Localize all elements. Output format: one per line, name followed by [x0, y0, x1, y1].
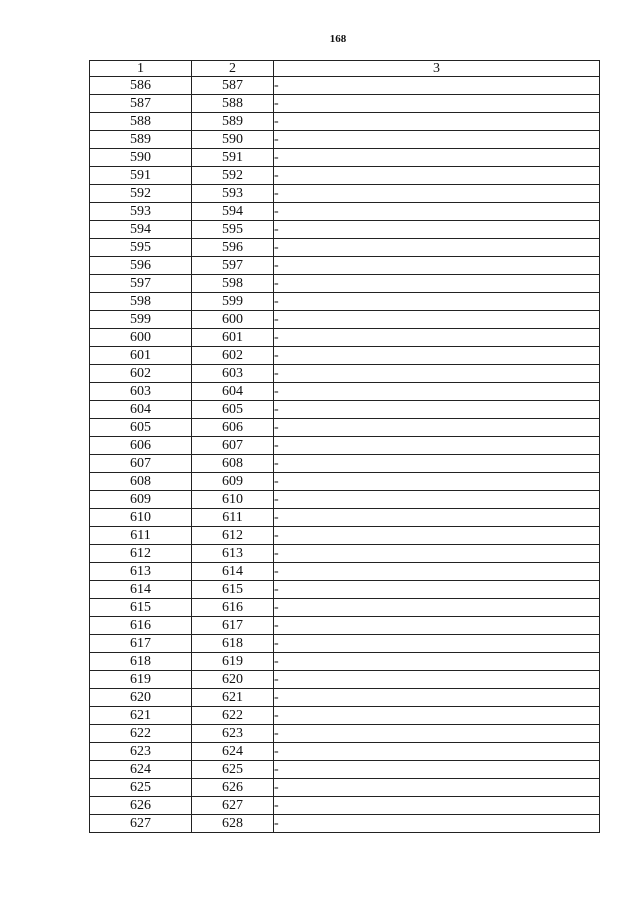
- table-row: [90, 383, 600, 401]
- cell-col-3: -: [274, 707, 600, 725]
- table-row: [90, 131, 600, 149]
- table-row: [90, 203, 600, 221]
- table-row: [90, 581, 600, 599]
- cell-col-3: -: [274, 419, 600, 437]
- table-body: [90, 77, 600, 833]
- table-row: [90, 365, 600, 383]
- table-row: [90, 689, 600, 707]
- table-row: [90, 797, 600, 815]
- cell-col-1: 607: [90, 455, 192, 473]
- table-row: [90, 815, 600, 833]
- cell-col-3: -: [274, 815, 600, 833]
- table-row: [90, 311, 600, 329]
- table-row: [90, 545, 600, 563]
- table-row: [90, 635, 600, 653]
- cell-col-2: 595: [192, 221, 274, 239]
- cell-col-2: 594: [192, 203, 274, 221]
- cell-col-1: 595: [90, 239, 192, 257]
- cell-col-2: 598: [192, 275, 274, 293]
- table-row: [90, 257, 600, 275]
- column-header-2: 2: [192, 61, 274, 77]
- cell-col-3: -: [274, 527, 600, 545]
- cell-col-3: -: [274, 347, 600, 365]
- table-row: [90, 329, 600, 347]
- cell-col-2: 596: [192, 239, 274, 257]
- cell-col-3: -: [274, 743, 600, 761]
- cell-col-1: 591: [90, 167, 192, 185]
- table-row: [90, 599, 600, 617]
- cell-col-2: 599: [192, 293, 274, 311]
- cell-col-2: 613: [192, 545, 274, 563]
- cell-col-1: 590: [90, 149, 192, 167]
- cell-col-3: -: [274, 635, 600, 653]
- table-row: [90, 113, 600, 131]
- cell-col-1: 617: [90, 635, 192, 653]
- cell-col-3: -: [274, 617, 600, 635]
- table-row: [90, 149, 600, 167]
- cell-col-2: 618: [192, 635, 274, 653]
- cell-col-2: 620: [192, 671, 274, 689]
- page-number: 168: [329, 33, 347, 45]
- table-row: [90, 527, 600, 545]
- cell-col-2: 600: [192, 311, 274, 329]
- cell-col-3: -: [274, 455, 600, 473]
- cell-col-1: 610: [90, 509, 192, 527]
- cell-col-2: 590: [192, 131, 274, 149]
- cell-col-1: 601: [90, 347, 192, 365]
- cell-col-3: -: [274, 131, 600, 149]
- cell-col-1: 622: [90, 725, 192, 743]
- cell-col-3: -: [274, 329, 600, 347]
- cell-col-1: 592: [90, 185, 192, 203]
- cell-col-3: -: [274, 239, 600, 257]
- table-row: [90, 239, 600, 257]
- cell-col-3: -: [274, 779, 600, 797]
- cell-col-3: -: [274, 167, 600, 185]
- cell-col-3: -: [274, 293, 600, 311]
- cell-col-1: 593: [90, 203, 192, 221]
- cell-col-2: 622: [192, 707, 274, 725]
- cell-col-1: 621: [90, 707, 192, 725]
- cell-col-1: 600: [90, 329, 192, 347]
- cell-col-3: -: [274, 113, 600, 131]
- cell-col-3: -: [274, 365, 600, 383]
- table-row: [90, 419, 600, 437]
- table-row: [90, 707, 600, 725]
- cell-col-2: 611: [192, 509, 274, 527]
- cell-col-2: 597: [192, 257, 274, 275]
- cell-col-1: 627: [90, 815, 192, 833]
- cell-col-3: -: [274, 95, 600, 113]
- table-row: [90, 761, 600, 779]
- cell-col-2: 602: [192, 347, 274, 365]
- cell-col-3: -: [274, 689, 600, 707]
- cell-col-3: -: [274, 563, 600, 581]
- table-row: [90, 743, 600, 761]
- cell-col-2: 623: [192, 725, 274, 743]
- cell-col-2: 601: [192, 329, 274, 347]
- cell-col-1: 625: [90, 779, 192, 797]
- table-row: [90, 167, 600, 185]
- table-row: [90, 455, 600, 473]
- cell-col-1: 612: [90, 545, 192, 563]
- cell-col-3: -: [274, 149, 600, 167]
- cell-col-2: 612: [192, 527, 274, 545]
- cell-col-1: 602: [90, 365, 192, 383]
- cell-col-1: 615: [90, 599, 192, 617]
- cell-col-3: -: [274, 545, 600, 563]
- cell-col-2: 616: [192, 599, 274, 617]
- cell-col-2: 621: [192, 689, 274, 707]
- cell-col-2: 609: [192, 473, 274, 491]
- cell-col-1: 620: [90, 689, 192, 707]
- table-row: [90, 401, 600, 419]
- cell-col-2: 589: [192, 113, 274, 131]
- column-header-1: 1: [90, 61, 192, 77]
- table-header: [90, 61, 600, 77]
- cell-col-1: 598: [90, 293, 192, 311]
- table-row: [90, 725, 600, 743]
- cell-col-2: 593: [192, 185, 274, 203]
- cell-col-3: -: [274, 221, 600, 239]
- table-row: [90, 509, 600, 527]
- cell-col-2: 587: [192, 77, 274, 95]
- cell-col-3: -: [274, 275, 600, 293]
- cell-col-3: -: [274, 311, 600, 329]
- cell-col-1: 606: [90, 437, 192, 455]
- cell-col-2: 603: [192, 365, 274, 383]
- cell-col-1: 596: [90, 257, 192, 275]
- table-row: [90, 437, 600, 455]
- cell-col-3: -: [274, 653, 600, 671]
- cell-col-1: 619: [90, 671, 192, 689]
- column-header-3: 3: [274, 61, 600, 77]
- cell-col-2: 617: [192, 617, 274, 635]
- table-row: [90, 563, 600, 581]
- cell-col-1: 626: [90, 797, 192, 815]
- cell-col-3: -: [274, 725, 600, 743]
- table-row: [90, 671, 600, 689]
- cell-col-3: -: [274, 761, 600, 779]
- cell-col-3: -: [274, 797, 600, 815]
- table-row: [90, 617, 600, 635]
- table-row: [90, 185, 600, 203]
- cell-col-1: 618: [90, 653, 192, 671]
- cell-col-2: 610: [192, 491, 274, 509]
- cell-col-1: 623: [90, 743, 192, 761]
- cell-col-3: -: [274, 401, 600, 419]
- cell-col-1: 587: [90, 95, 192, 113]
- cell-col-2: 591: [192, 149, 274, 167]
- cell-col-3: -: [274, 383, 600, 401]
- cell-col-2: 607: [192, 437, 274, 455]
- cell-col-2: 608: [192, 455, 274, 473]
- cell-col-1: 586: [90, 77, 192, 95]
- header-row: [90, 61, 600, 77]
- cell-col-1: 605: [90, 419, 192, 437]
- cell-col-1: 594: [90, 221, 192, 239]
- cell-col-3: -: [274, 491, 600, 509]
- cell-col-3: -: [274, 437, 600, 455]
- cell-col-3: -: [274, 203, 600, 221]
- cell-col-1: 613: [90, 563, 192, 581]
- cell-col-1: 604: [90, 401, 192, 419]
- cell-col-1: 608: [90, 473, 192, 491]
- cell-col-2: 605: [192, 401, 274, 419]
- cell-col-2: 624: [192, 743, 274, 761]
- cell-col-3: -: [274, 509, 600, 527]
- cell-col-3: -: [274, 257, 600, 275]
- table-row: [90, 275, 600, 293]
- cell-col-1: 624: [90, 761, 192, 779]
- table-row: [90, 779, 600, 797]
- table-row: [90, 77, 600, 95]
- cell-col-2: 588: [192, 95, 274, 113]
- cell-col-2: 628: [192, 815, 274, 833]
- table-row: [90, 95, 600, 113]
- cell-col-1: 611: [90, 527, 192, 545]
- cell-col-2: 614: [192, 563, 274, 581]
- cell-col-2: 615: [192, 581, 274, 599]
- table-row: [90, 491, 600, 509]
- cell-col-2: 604: [192, 383, 274, 401]
- cell-col-1: 603: [90, 383, 192, 401]
- cell-col-1: 597: [90, 275, 192, 293]
- cell-col-2: 626: [192, 779, 274, 797]
- cell-col-2: 627: [192, 797, 274, 815]
- cell-col-1: 599: [90, 311, 192, 329]
- cell-col-2: 625: [192, 761, 274, 779]
- table-row: [90, 653, 600, 671]
- cell-col-1: 588: [90, 113, 192, 131]
- table-row: [90, 347, 600, 365]
- cell-col-1: 589: [90, 131, 192, 149]
- table-row: [90, 221, 600, 239]
- table-row: [90, 293, 600, 311]
- cell-col-3: -: [274, 581, 600, 599]
- cell-col-2: 606: [192, 419, 274, 437]
- cell-col-3: -: [274, 185, 600, 203]
- cell-col-1: 614: [90, 581, 192, 599]
- cell-col-1: 616: [90, 617, 192, 635]
- cell-col-2: 619: [192, 653, 274, 671]
- cell-col-3: -: [274, 77, 600, 95]
- cell-col-2: 592: [192, 167, 274, 185]
- cell-col-3: -: [274, 671, 600, 689]
- cell-col-3: -: [274, 599, 600, 617]
- cell-col-1: 609: [90, 491, 192, 509]
- table-row: [90, 473, 600, 491]
- cell-col-3: -: [274, 473, 600, 491]
- data-table: [89, 60, 600, 833]
